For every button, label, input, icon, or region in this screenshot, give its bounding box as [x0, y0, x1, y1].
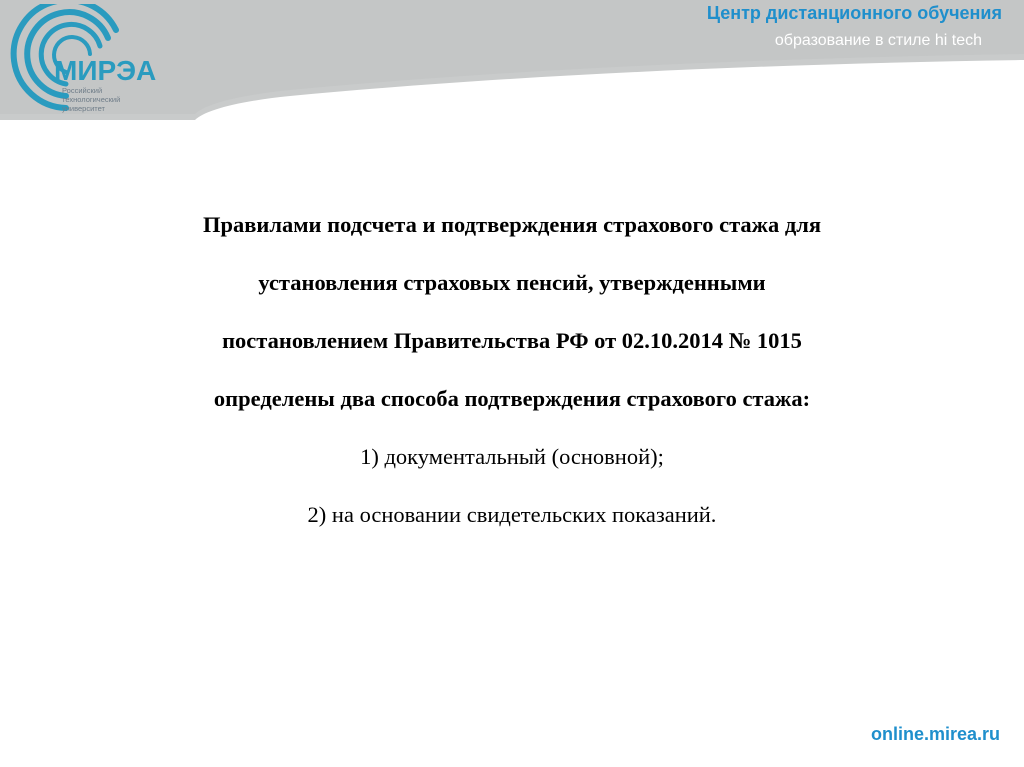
logo-subtitle-line: технологический [62, 95, 121, 104]
footer-url: online.mirea.ru [870, 724, 1000, 744]
rule-text-line: постановлением Правительства РФ от 02.10.2014 № 1015 [222, 328, 802, 353]
list-item: 1) документальный (основной); [360, 444, 664, 469]
list-item: 2) на основании свидетельских показаний. [307, 502, 717, 527]
logo-subtitle-line: университет [62, 104, 105, 113]
logo-subtitle-line: Российский [62, 86, 103, 95]
logo-subtitle [62, 86, 120, 113]
rule-text-line: установления страховых пенсий, утвержденными [258, 270, 766, 295]
rule-text-line: Правилами подсчета и подтверждения страхового стажа для [202, 212, 822, 237]
mirea-logo [4, 4, 194, 122]
mirea-logo-name: МИРЭА [54, 55, 157, 86]
rule-text-line: определены два способа подтверждения страхового стажа: [213, 386, 811, 411]
center-tagline: образование в стиле hi tech [774, 32, 982, 49]
mirea-wordmark [54, 54, 174, 86]
center-title: Центр дистанционного обучения [706, 3, 1002, 23]
main-text [40, 196, 984, 544]
